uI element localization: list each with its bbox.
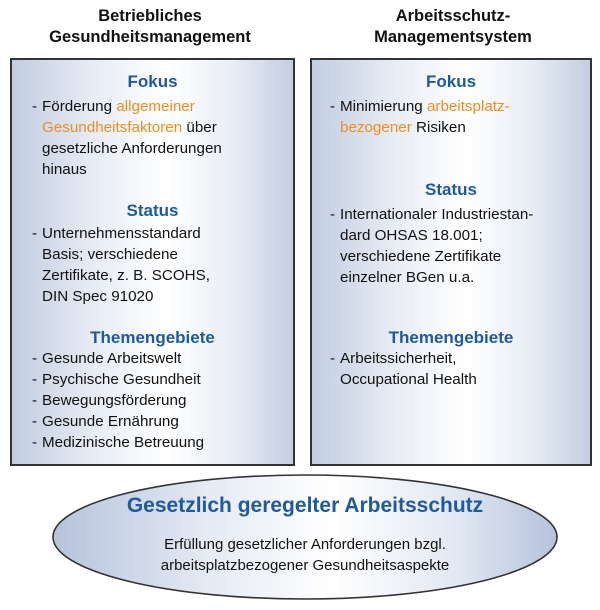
- left-column-title: [5, 6, 295, 48]
- right-title-line2: Managementsystem: [374, 28, 532, 46]
- list-item: - Gesunde Arbeitswelt: [32, 348, 287, 369]
- right-fokus-heading: Fokus: [425, 72, 477, 91]
- list-item: - Psychische Gesundheit: [32, 369, 287, 390]
- right-themen-text: [330, 348, 585, 390]
- left-fokus-highlight1: allgemeiner: [116, 98, 195, 115]
- base-line1: Erfüllung gesetzlicher Anforderungen bzgl.: [164, 536, 446, 553]
- left-title-line2: Gesundheitsmanagement: [49, 28, 251, 46]
- right-status-text: [330, 204, 590, 288]
- right-column-title: [308, 6, 598, 48]
- list-item: - Medizinische Betreuung: [32, 432, 287, 453]
- bgm-panel: [10, 58, 295, 466]
- left-title-line1: Betriebliches: [98, 7, 202, 25]
- right-fokus-item: - Minimierung arbeitsplatz- bezogener Risiken: [330, 96, 585, 138]
- left-themen-list: [32, 348, 287, 453]
- ams-panel: [310, 58, 592, 466]
- base-ellipse: [50, 472, 560, 602]
- list-item: - Gesunde Ernährung: [32, 411, 287, 432]
- right-themen-heading: Themengebiete: [388, 328, 514, 347]
- left-fokus-heading: Fokus: [127, 72, 178, 91]
- base-line2: arbeitsplatzbezogener Gesundheitsaspekte: [160, 557, 450, 574]
- base-title: Gesetzlich geregelter Arbeitsschutz: [126, 494, 484, 517]
- left-fokus-item: - Förderung allgemeiner Gesundheitsfaktoren über gesetzliche Anforderungen hinaus: [32, 96, 287, 180]
- left-fokus-highlight2: Gesundheitsfaktoren: [42, 119, 183, 136]
- right-title-line1: Arbeitsschutz-: [395, 7, 511, 25]
- right-fokus-highlight2: bezogener: [340, 119, 412, 136]
- right-fokus-highlight1: arbeitsplatz-: [426, 98, 510, 115]
- base-subtitle: [50, 534, 560, 576]
- left-status-text: [32, 223, 287, 307]
- left-themen-heading: Themengebiete: [90, 328, 215, 347]
- left-status-item: - Unternehmensstandard Basis; verschiedene Zertifikate, z. B. SCOHS, DIN Spec 91020: [32, 223, 287, 307]
- right-status-heading: Status: [425, 180, 477, 199]
- right-themen-item: - Arbeitssicherheit, Occupational Health: [330, 348, 585, 390]
- left-fokus-text: [32, 96, 287, 180]
- left-status-heading: Status: [126, 201, 179, 220]
- right-fokus-text: [330, 96, 585, 138]
- list-item: - Bewegungsförderung: [32, 390, 287, 411]
- right-status-item: - Internationaler Industriestan- dard OHSAS 18.001; verschiedene Zertifikate einzelner BGen u.a.: [330, 204, 590, 288]
